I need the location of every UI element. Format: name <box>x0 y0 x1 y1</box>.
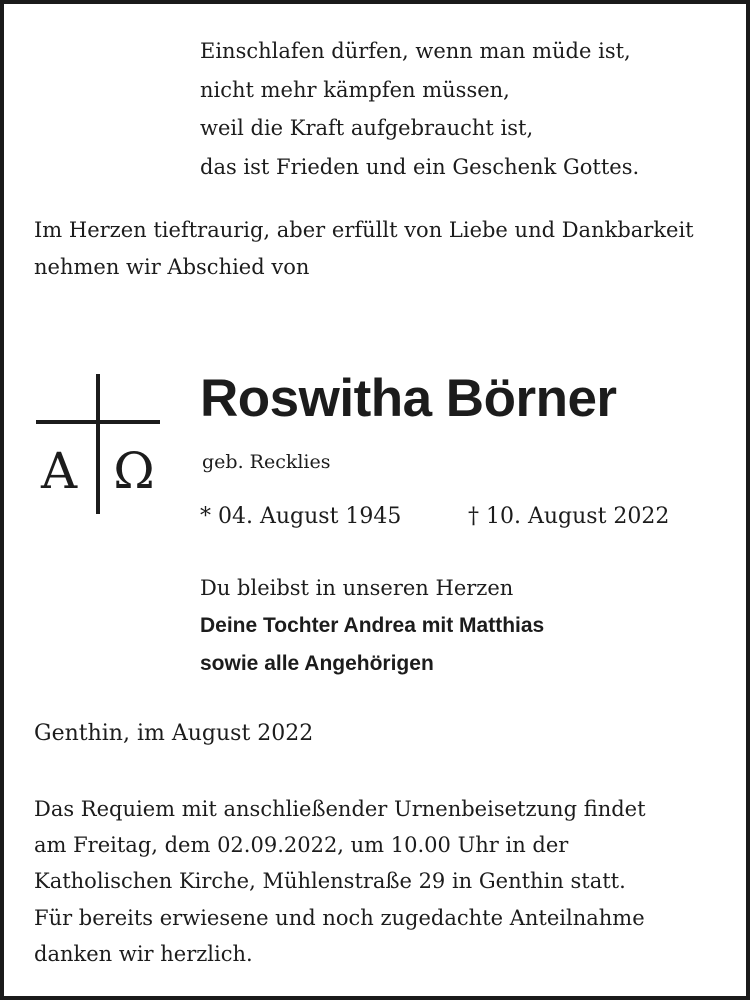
intro-text <box>34 212 694 286</box>
place-date: Genthin, im August 2022 <box>34 721 314 746</box>
cross-vertical-bar <box>96 374 100 514</box>
poem <box>200 32 639 186</box>
death-date: † 10. August 2022 <box>468 504 670 529</box>
funeral-notice <box>34 791 646 972</box>
birth-date: * 04. August 1945 <box>200 504 402 529</box>
notice-line: Katholischen Kirche, Mühlenstraße 29 in Genthin statt. <box>34 869 626 894</box>
omega-letter: Ω <box>113 442 155 500</box>
signatories <box>200 607 544 683</box>
intro-line: Im Herzen tieftraurig, aber erfüllt von Liebe und Dankbarkeit <box>34 218 694 242</box>
deceased-name: Roswitha Börner <box>200 369 617 428</box>
poem-line: nicht mehr kämpfen müssen, <box>200 77 510 102</box>
signatory-line: sowie alle Angehörigen <box>200 652 434 675</box>
cross-horizontal-bar <box>36 420 160 424</box>
notice-line: Das Requiem mit anschließender Urnenbeisetzung findet <box>34 797 646 821</box>
notice-line: am Freitag, dem 02.09.2022, um 10.00 Uhr in der <box>34 833 569 858</box>
cross-alpha-omega-icon <box>36 374 164 514</box>
poem-line: das ist Frieden und ein Geschenk Gottes. <box>200 154 640 179</box>
signatory-line: Deine Tochter Andrea mit Matthias <box>200 614 545 637</box>
notice-line: danken wir herzlich. <box>34 941 253 966</box>
notice-line: Für bereits erwiesene und noch zugedachte Anteilnahme <box>34 905 645 930</box>
poem-line: Einschlafen dürfen, wenn man müde ist, <box>200 39 631 63</box>
poem-line: weil die Kraft aufgebraucht ist, <box>200 116 534 140</box>
alpha-letter: A <box>40 442 78 500</box>
farewell-text: Du bleibst in unseren Herzen <box>200 576 514 600</box>
birth-name: geb. Recklies <box>202 451 331 473</box>
intro-line: nehmen wir Abschied von <box>34 255 310 279</box>
